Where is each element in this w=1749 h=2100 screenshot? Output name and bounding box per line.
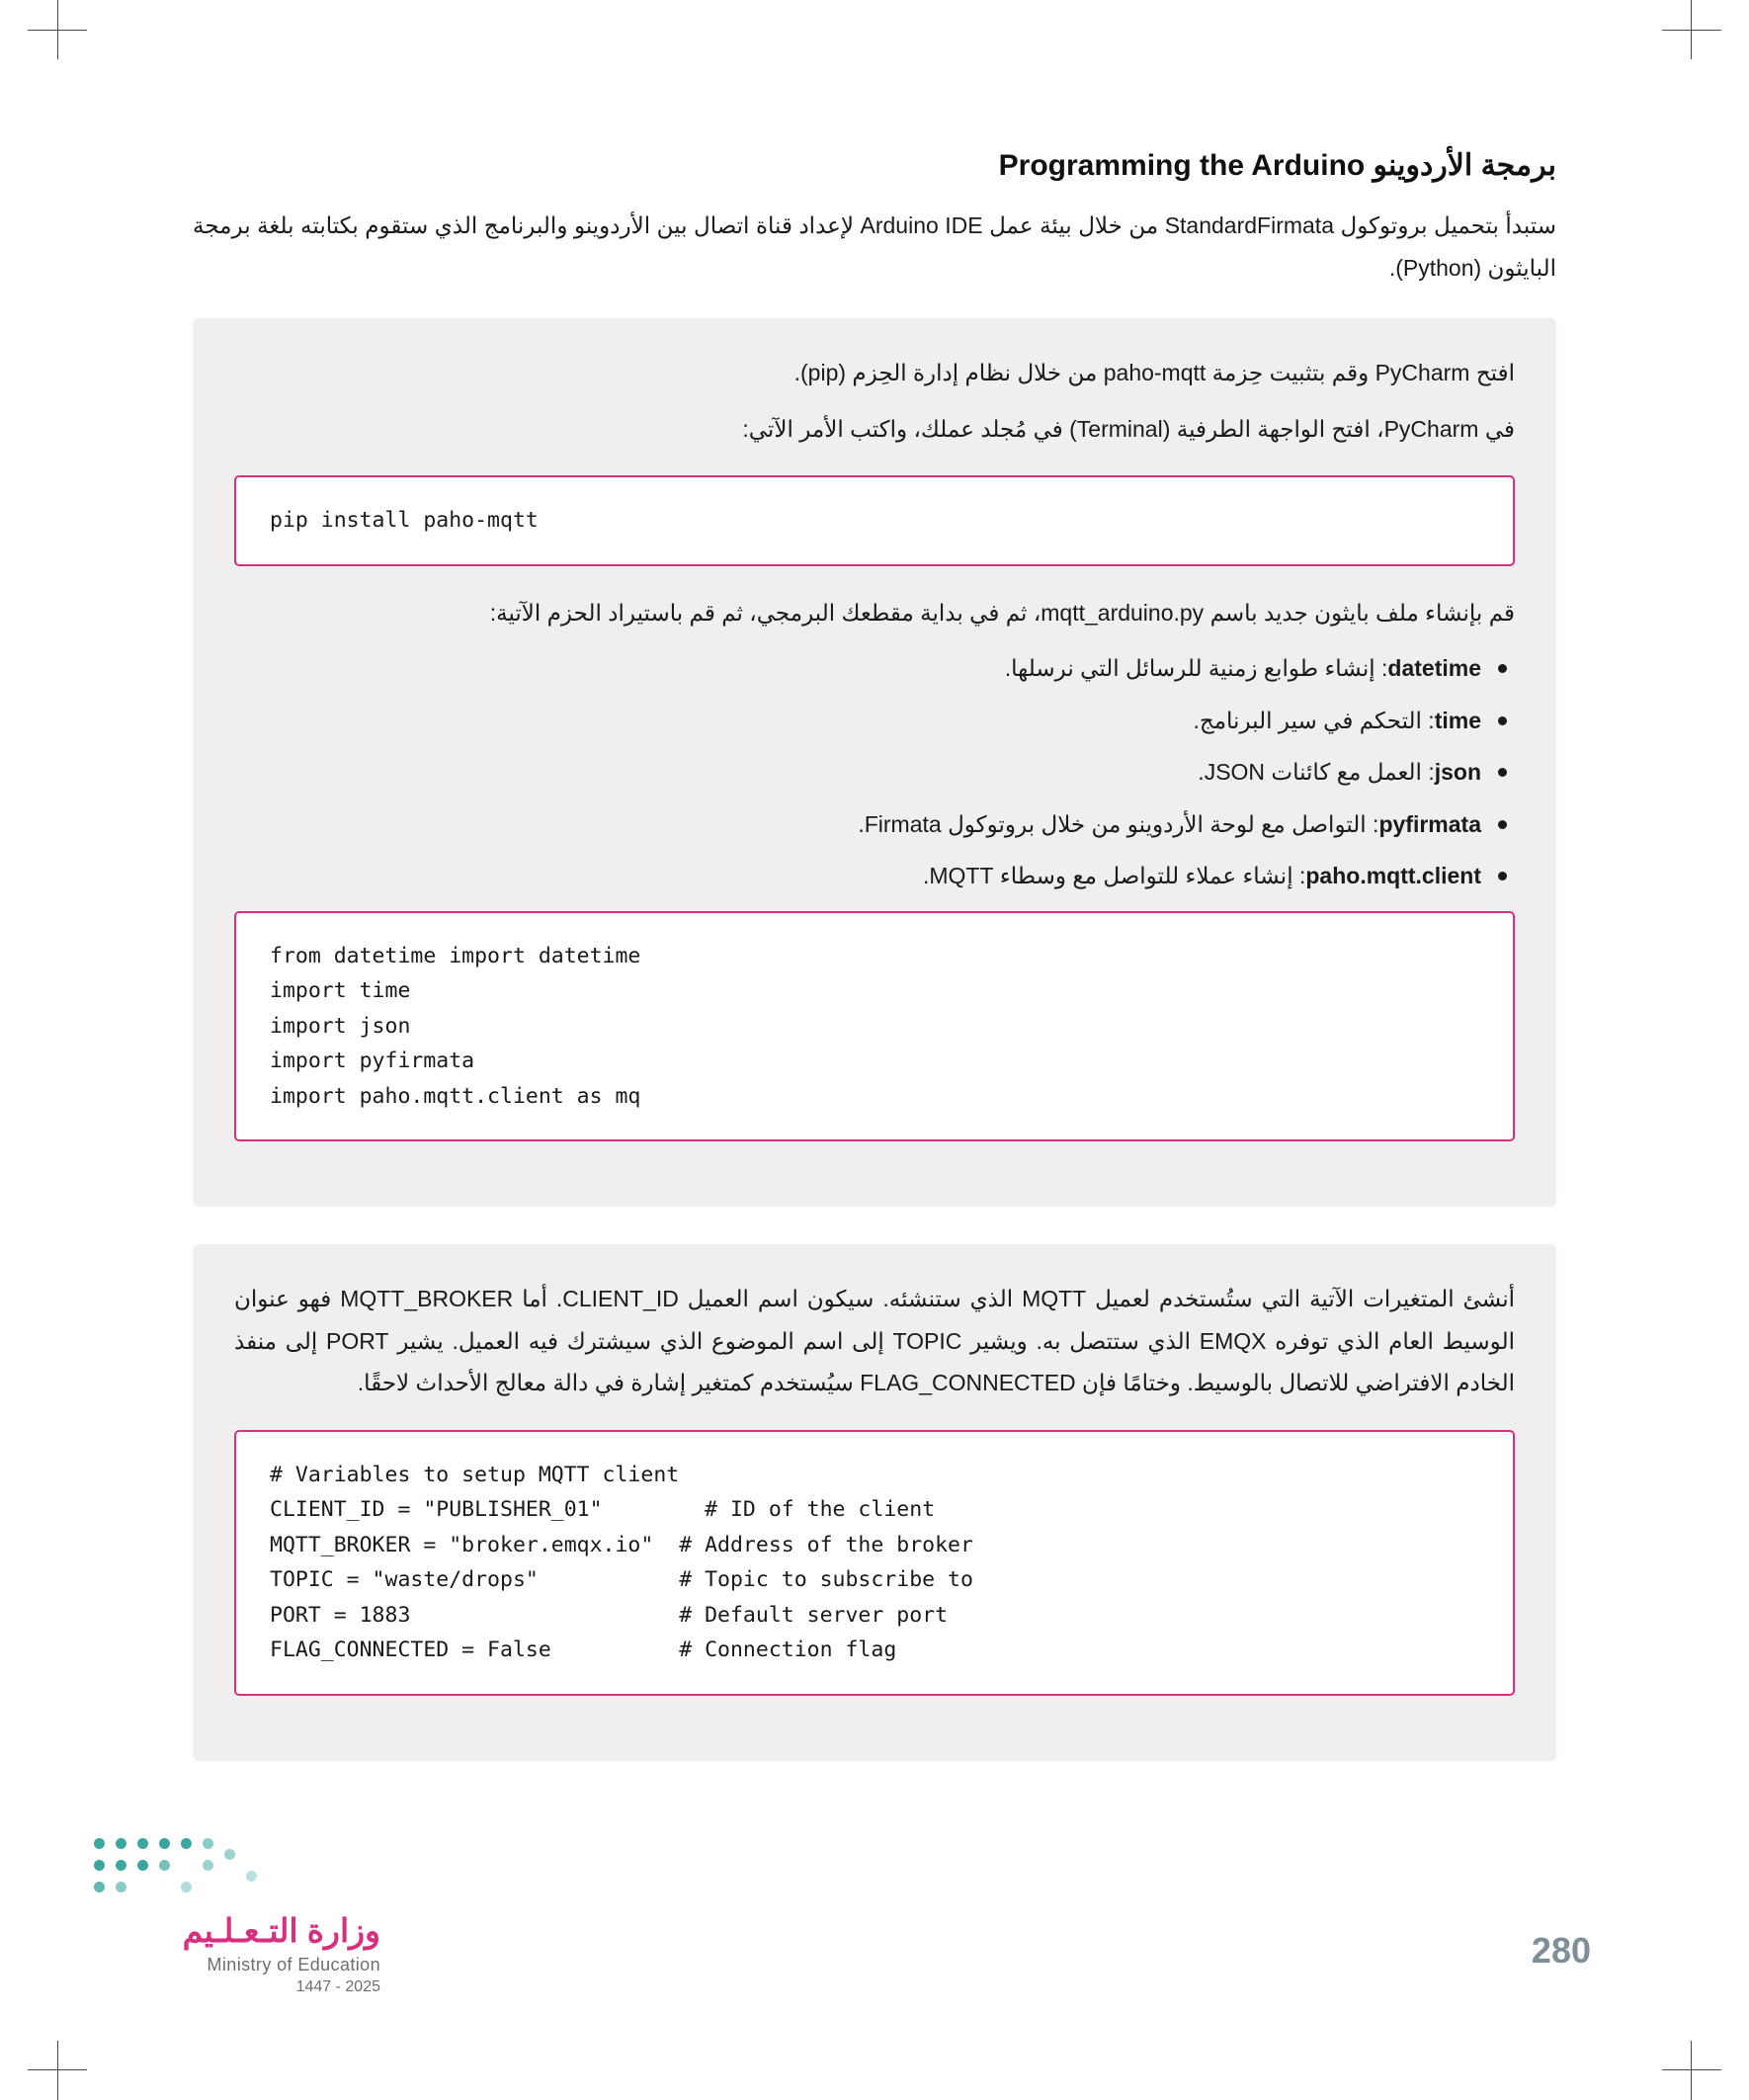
crop-mark-top-right-h — [1662, 30, 1721, 31]
code-line: TOPIC = "waste/drops" # Topic to subscribe to — [270, 1567, 973, 1593]
code-line: import pyfirmata — [270, 1049, 475, 1074]
code-line: CLIENT_ID = "PUBLISHER_01" # ID of the client — [270, 1497, 936, 1523]
list-item — [234, 651, 1515, 686]
code-line: PORT = 1883 # Default server port — [270, 1602, 949, 1628]
page-number: 280 — [1531, 1930, 1591, 1971]
code-line: pip install paho-mqtt — [270, 508, 539, 534]
list-item — [234, 755, 1515, 790]
box2-paragraph-1: أنشئ المتغيرات الآتية التي ستُستخدم لعميل MQTT الذي ستنشئه. سيكون اسم العميل CLIENT_ID. أما MQTT_BROKER فهو عنوان الوسيط العام الذي توفره EMQX الذي ستتصل به. ويشير TOPIC إلى اسم الموضوع الذي سيشترك فيه العميل. يشير PORT إلى منفذ الخادم الافتراضي للاتصال بالوسيط. وختامًا فإن FLAG_CONNECTED سيُستخدم كمتغير إشارة في دالة معالج الأحداث لاحقًا. — [234, 1286, 1516, 1396]
code-line: import json — [270, 1013, 411, 1039]
ministry-logo — [94, 1911, 380, 1996]
list-item-desc: : إنشاء عملاء للتواصل مع وسطاء MQTT. — [922, 863, 1306, 889]
crop-mark-bottom-left-h — [28, 2069, 87, 2070]
decorative-dots — [94, 1838, 267, 1897]
list-item-term: json — [1434, 759, 1481, 786]
code-line: MQTT_BROKER = "broker.emqx.io" # Address of the broker — [270, 1532, 973, 1557]
code-line: # Variables to setup MQTT client — [270, 1462, 680, 1487]
code-block-pip-install — [234, 475, 1515, 565]
instruction-box-2 — [193, 1244, 1556, 1760]
list-item — [234, 859, 1515, 893]
ministry-name-ar: وزارة التـعـلـيم — [182, 1912, 380, 1949]
page-content — [193, 148, 1556, 1799]
code-line: import time — [270, 978, 411, 1004]
code-line: import paho.mqtt.client as mq — [270, 1083, 641, 1109]
list-item-desc: : إنشاء طوابع زمنية للرسائل التي نرسلها. — [1004, 655, 1388, 682]
list-item-term: paho.mqtt.client — [1305, 863, 1481, 889]
page-title: برمجة الأردوينو Programming the Arduino — [998, 149, 1556, 182]
crop-mark-bottom-right-h — [1662, 2069, 1721, 2070]
box1-paragraph-2: في PyCharm، افتح الواجهة الطرفية (Terminal) في مُجلد عملك، واكتب الأمر الآتي: — [742, 415, 1515, 442]
code-block-mqtt-variables — [234, 1430, 1515, 1696]
box1-paragraph-1: افتح PyCharm وقم بتثبيت حِزمة paho-mqtt من خلال نظام إدارة الحِزم (pip). — [793, 360, 1515, 386]
list-item-term: time — [1434, 707, 1481, 733]
list-item-term: pyfirmata — [1378, 810, 1481, 837]
list-item-desc: : التحكم في سير البرنامج. — [1193, 707, 1435, 733]
list-item-desc: : العمل مع كائنات JSON. — [1198, 759, 1435, 786]
box1-paragraph-3: قم بإنشاء ملف بايثون جديد باسم mqtt_arduino.py، ثم في بداية مقطعك البرمجي، ثم قم باستيراد الحزم الآتية: — [489, 599, 1515, 626]
crop-mark-bottom-right-v — [1691, 2041, 1692, 2100]
code-line: from datetime import datetime — [270, 943, 641, 968]
imports-list — [234, 651, 1515, 893]
list-item-desc: : التواصل مع لوحة الأردوينو من خلال بروتوكول Firmata. — [858, 810, 1379, 837]
list-item — [234, 807, 1515, 842]
crop-mark-top-left-h — [28, 30, 87, 31]
list-item-term: datetime — [1387, 655, 1481, 682]
ministry-year: 2025 - 1447 — [295, 1978, 380, 1995]
intro-paragraph: ستبدأ بتحميل بروتوكول StandardFirmata من خلال بيئة عمل Arduino IDE لإعداد قناة اتصال بين الأردوينو والبرنامج الذي ستقوم بكتابته بلغة برمجة البايثون (Python). — [193, 212, 1556, 281]
code-block-imports — [234, 911, 1515, 1141]
crop-mark-bottom-left-v — [57, 2041, 58, 2100]
ministry-name-en: Ministry of Education — [207, 1955, 380, 1974]
instruction-box-1 — [193, 318, 1556, 1207]
list-item — [234, 704, 1515, 738]
code-line: FLAG_CONNECTED = False # Connection flag — [270, 1638, 897, 1663]
